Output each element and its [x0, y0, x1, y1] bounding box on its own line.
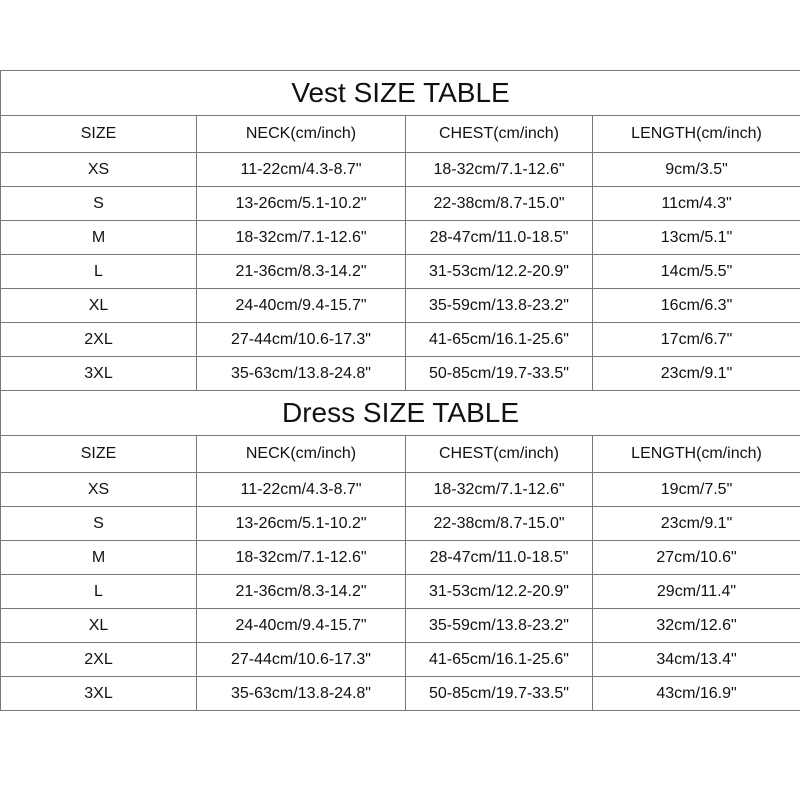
size-cell: S	[1, 507, 197, 541]
column-header: SIZE	[1, 436, 197, 473]
table-title: Vest SIZE TABLE	[1, 71, 800, 116]
measurement-cell: 9cm/3.5"	[593, 153, 800, 187]
table-row	[1, 187, 800, 221]
measurement-cell: 27-44cm/10.6-17.3"	[197, 323, 406, 357]
measurement-cell: 35-59cm/13.8-23.2"	[406, 609, 593, 643]
column-header: LENGTH(cm/inch)	[593, 436, 800, 473]
size-cell: M	[1, 541, 197, 575]
measurement-cell: 31-53cm/12.2-20.9"	[406, 575, 593, 609]
measurement-cell: 50-85cm/19.7-33.5"	[406, 357, 593, 391]
size-cell: L	[1, 575, 197, 609]
size-cell: S	[1, 187, 197, 221]
table-row	[1, 357, 800, 391]
measurement-cell: 22-38cm/8.7-15.0"	[406, 187, 593, 221]
measurement-cell: 28-47cm/11.0-18.5"	[406, 541, 593, 575]
measurement-cell: 17cm/6.7"	[593, 323, 800, 357]
table-row	[1, 609, 800, 643]
size-cell: XL	[1, 609, 197, 643]
measurement-cell: 13-26cm/5.1-10.2"	[197, 507, 406, 541]
table-row	[1, 473, 800, 507]
table-title: Dress SIZE TABLE	[1, 391, 800, 436]
measurement-cell: 23cm/9.1"	[593, 507, 800, 541]
measurement-cell: 41-65cm/16.1-25.6"	[406, 643, 593, 677]
measurement-cell: 21-36cm/8.3-14.2"	[197, 575, 406, 609]
column-header: NECK(cm/inch)	[197, 436, 406, 473]
measurement-cell: 41-65cm/16.1-25.6"	[406, 323, 593, 357]
measurement-cell: 18-32cm/7.1-12.6"	[406, 473, 593, 507]
size-cell: XL	[1, 289, 197, 323]
size-tables	[0, 70, 800, 711]
measurement-cell: 19cm/7.5"	[593, 473, 800, 507]
measurement-cell: 13-26cm/5.1-10.2"	[197, 187, 406, 221]
measurement-cell: 43cm/16.9"	[593, 677, 800, 711]
measurement-cell: 21-36cm/8.3-14.2"	[197, 255, 406, 289]
size-cell: M	[1, 221, 197, 255]
measurement-cell: 22-38cm/8.7-15.0"	[406, 507, 593, 541]
table-row	[1, 575, 800, 609]
column-header: CHEST(cm/inch)	[406, 116, 593, 153]
measurement-cell: 23cm/9.1"	[593, 357, 800, 391]
size-cell: XS	[1, 153, 197, 187]
measurement-cell: 50-85cm/19.7-33.5"	[406, 677, 593, 711]
table-row	[1, 677, 800, 711]
measurement-cell: 35-63cm/13.8-24.8"	[197, 677, 406, 711]
measurement-cell: 18-32cm/7.1-12.6"	[406, 153, 593, 187]
table-row	[1, 323, 800, 357]
table-row	[1, 255, 800, 289]
size-cell: 3XL	[1, 357, 197, 391]
measurement-cell: 14cm/5.5"	[593, 255, 800, 289]
measurement-cell: 11-22cm/4.3-8.7"	[197, 473, 406, 507]
measurement-cell: 18-32cm/7.1-12.6"	[197, 541, 406, 575]
column-header: CHEST(cm/inch)	[406, 436, 593, 473]
table-row	[1, 153, 800, 187]
measurement-cell: 11cm/4.3"	[593, 187, 800, 221]
measurement-cell: 31-53cm/12.2-20.9"	[406, 255, 593, 289]
table-row	[1, 289, 800, 323]
measurement-cell: 28-47cm/11.0-18.5"	[406, 221, 593, 255]
measurement-cell: 27-44cm/10.6-17.3"	[197, 643, 406, 677]
column-header: NECK(cm/inch)	[197, 116, 406, 153]
column-header: SIZE	[1, 116, 197, 153]
measurement-cell: 24-40cm/9.4-15.7"	[197, 289, 406, 323]
size-cell: XS	[1, 473, 197, 507]
vest-size-table	[0, 70, 800, 391]
size-cell: 3XL	[1, 677, 197, 711]
column-header: LENGTH(cm/inch)	[593, 116, 800, 153]
table-row	[1, 221, 800, 255]
size-cell: L	[1, 255, 197, 289]
measurement-cell: 35-59cm/13.8-23.2"	[406, 289, 593, 323]
measurement-cell: 27cm/10.6"	[593, 541, 800, 575]
table-row	[1, 541, 800, 575]
dress-size-table	[0, 390, 800, 711]
table-row	[1, 643, 800, 677]
table-row	[1, 507, 800, 541]
measurement-cell: 29cm/11.4"	[593, 575, 800, 609]
measurement-cell: 24-40cm/9.4-15.7"	[197, 609, 406, 643]
measurement-cell: 35-63cm/13.8-24.8"	[197, 357, 406, 391]
measurement-cell: 11-22cm/4.3-8.7"	[197, 153, 406, 187]
size-cell: 2XL	[1, 643, 197, 677]
measurement-cell: 16cm/6.3"	[593, 289, 800, 323]
measurement-cell: 34cm/13.4"	[593, 643, 800, 677]
size-cell: 2XL	[1, 323, 197, 357]
measurement-cell: 32cm/12.6"	[593, 609, 800, 643]
measurement-cell: 13cm/5.1"	[593, 221, 800, 255]
measurement-cell: 18-32cm/7.1-12.6"	[197, 221, 406, 255]
